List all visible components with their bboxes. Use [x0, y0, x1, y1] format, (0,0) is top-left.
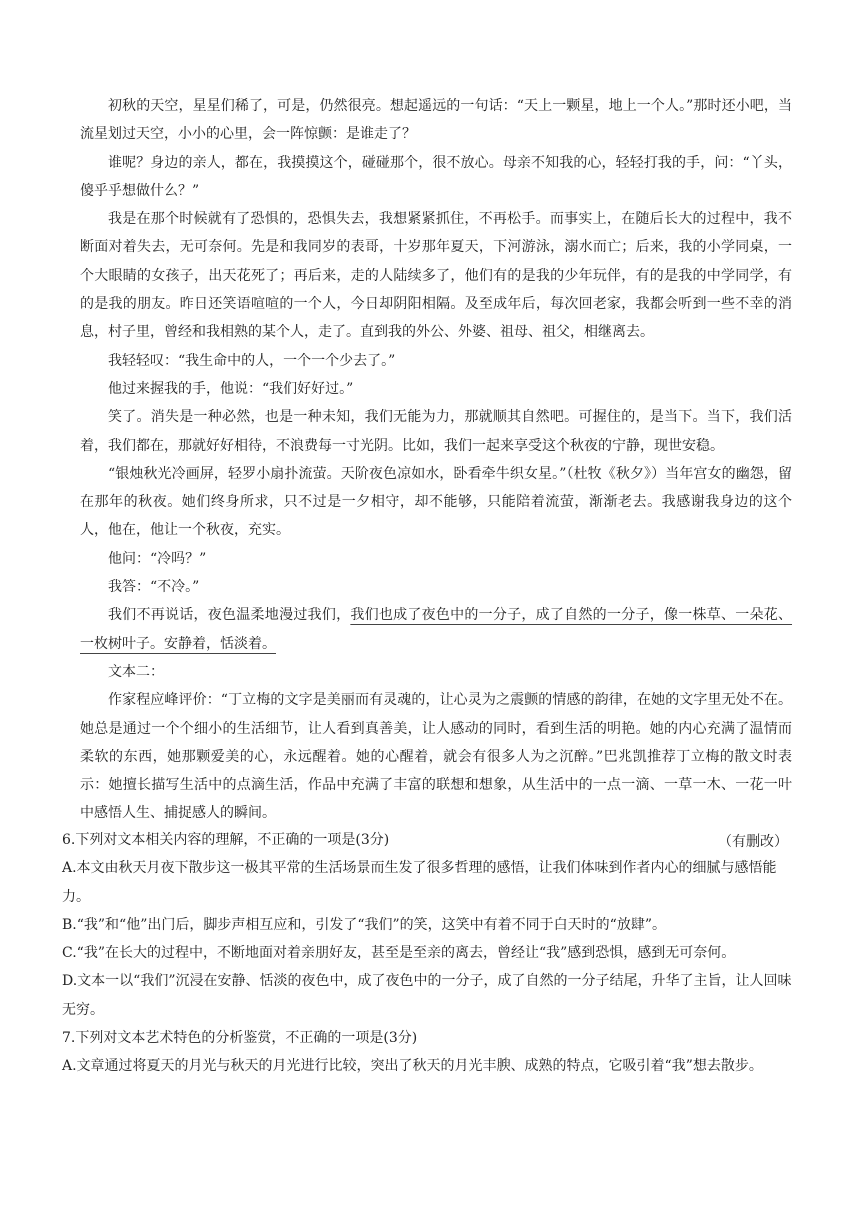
edit-note: （有删改） [718, 833, 788, 850]
question-section [62, 826, 792, 1081]
question-stem: 7.下列对文本艺术特色的分析鉴赏，不正确的一项是(3分) [62, 1030, 418, 1047]
question-option: D.文本一以“我们”沉浸在安静、恬淡的夜色中，成了夜色中的一分子，成了自然的一分子结尾，升华了主旨，让人回味无穷。 [62, 973, 792, 1018]
paragraph: 谁呢？身边的亲人，都在，我摸摸这个，碰碰那个，很不放心。母亲不知我的心，轻轻打我的手，问：“丫头，傻乎乎想做什么？” [80, 154, 792, 199]
paragraph-with-underline [80, 601, 792, 658]
paragraph: 我轻轻叹：“我生命中的人，一个一个少去了。” [108, 352, 396, 369]
reading-passage [80, 92, 792, 856]
paragraph: 我是在那个时候就有了恐惧的，恐惧失去，我想紧紧抓住，不再松手。而事实上，在随后长大的过程中，我不断面对着失去，无可奈何。先是和我同岁的表哥，十岁那年夏天，下河游泳，溺水而亡；后来，我的小学同桌，一个大眼睛的女孩子，出天花死了；再后来，走的人陆续多了，他们有的是我的少年玩伴，有的是我的中学同学，有的是我的朋友。昨日还笑语喧喧的一个人，今日却阴阳相隔。及至成年后，每次回老家，我都会听到一些不幸的消息，村子里，曾经和我相熟的某个人，走了。直到我的外公、外婆、祖母、祖父，相继离去。 [80, 211, 792, 341]
text2-label: 文本二： [108, 663, 164, 680]
paragraph: 初秋的天空，星星们稀了，可是，仍然很亮。想起遥远的一句话：“天上一颗星，地上一个人。”那时还小吧，当流星划过天空，小小的心里，会一阵惊颤：是谁走了？ [80, 98, 792, 143]
paragraph: “银烛秋光冷画屏，轻罗小扇扑流萤。天阶夜色凉如水，卧看牵牛织女星。”（杜牧《秋夕》）当年宫女的幽怨，留在那年的秋夜。她们终身所求，只不过是一夕相守，却不能够，只能陪着流萤，渐渐老去。我感谢我身边的这个人，他在，他让一个秋夜，充实。 [80, 465, 792, 539]
paragraph-text: 我们不再说话，夜色温柔地漫过我们， [108, 607, 351, 624]
question-stem: 6.下列对文本相关内容的理解，不正确的一项是(3分) [62, 832, 390, 848]
paragraph: 他过来握我的手，他说：“我们好好过。” [108, 380, 354, 397]
text2-paragraph: 作家程应峰评价：“丁立梅的文字是美丽而有灵魂的，让心灵为之震颤的情感的韵律，在她的文字里无处不在。她总是通过一个个细小的生活细节，让人看到真善美，让人感动的同时，看到生活的明艳。她的内心充满了温情而柔软的东西，她那颗爱美的心，永远醒着。她的心醒着，就会有很多人为之沉醉。”巴兆凯推荐丁立梅的散文时表示：她擅长描写生活中的点滴生活，作品中充满了丰富的联想和想象，从生活中的一点一滴、一草一木、一花一叶中感悟人生、捕捉感人的瞬间。 [80, 692, 792, 822]
question-option: A.本文由秋天月夜下散步这一极其平常的生活场景而生发了很多哲理的感悟，让我们体味到作者内心的细腻与感悟能力。 [62, 860, 777, 905]
question-option: A.文章通过将夏天的月光与秋天的月光进行比较，突出了秋天的月光丰腴、成熟的特点，它吸引着“我”想去散步。 [62, 1058, 763, 1075]
paragraph: 笑了。消失是一种必然，也是一种未知，我们无能为力，那就顺其自然吧。可握住的，是当下。当下，我们活着，我们都在，那就好好相待，不浪费每一寸光阴。比如，我们一起来享受这个秋夜的宁静，现世安稳。 [80, 409, 792, 454]
underlined-sentence: 我们也成了夜色中的一分子，成了自然的一分子，像一株草、一朵花、一枚树叶子。安静着，恬淡着。 [80, 607, 793, 652]
paragraph: 我答：“不冷。” [108, 579, 200, 596]
question-option: C.“我”在长大的过程中，不断地面对着亲朋好友，甚至是至亲的离去，曾经让“我”感到恐惧，感到无可奈何。 [62, 945, 736, 962]
question-option: B.“我”和“他”出门后，脚步声相互应和，引发了“我们”的笑，这笑中有着不同于白天时的“放肆”。 [62, 916, 666, 933]
paragraph: 他问：“冷吗？” [108, 550, 207, 567]
